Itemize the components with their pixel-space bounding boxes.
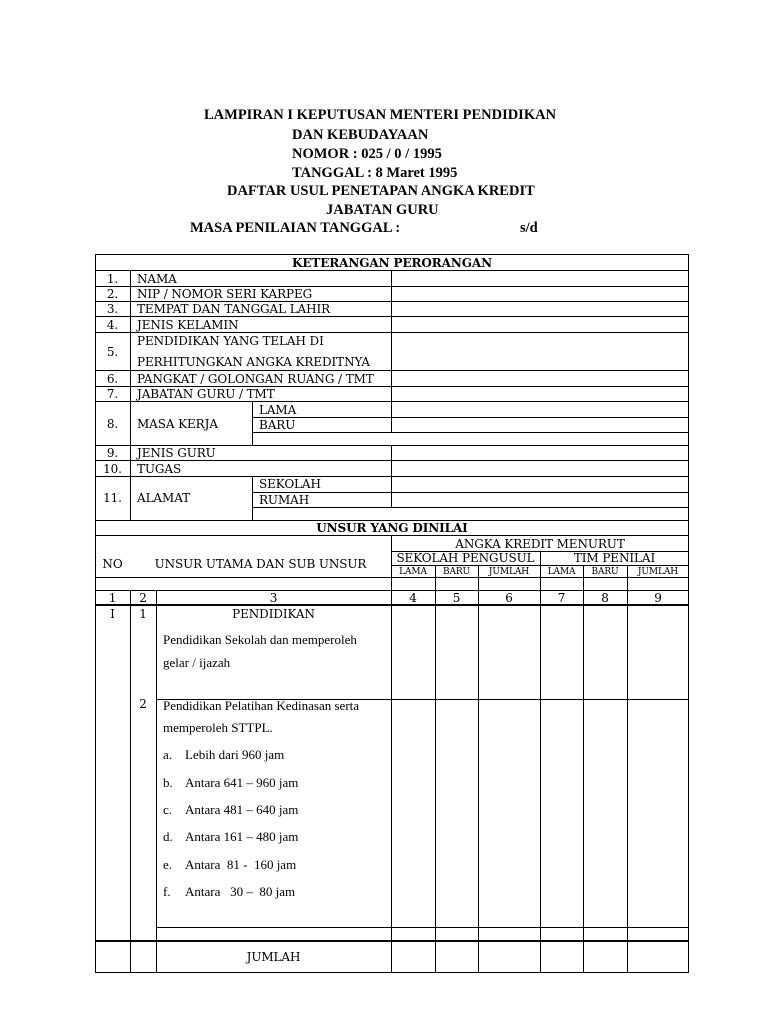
list-item-letter: e. (163, 857, 173, 872)
alamat-rumah: RUMAH (259, 493, 310, 507)
doc-header-line1: LAMPIRAN I KEPUTUSAN MENTERI PENDIDIKAN (204, 107, 557, 123)
doc-header-date: TANGGAL : 8 Maret 1995 (292, 165, 458, 181)
masa-penilaian-label: MASA PENILAIAN TANGGAL : (190, 220, 401, 236)
row-number: 11. (103, 491, 122, 505)
row-label: JENIS GURU (137, 446, 216, 460)
col-number: 7 (557, 591, 566, 605)
col-header-sekolah-pengusul: SEKOLAH PENGUSUL (396, 551, 535, 565)
main-element-title: PENDIDIKAN (232, 607, 315, 621)
row-number: 8. (106, 417, 119, 431)
sub-element-1-text: Pendidikan Sekolah dan memperoleh (163, 632, 357, 647)
row-label: PANGKAT / GOLONGAN RUANG / TMT (137, 372, 374, 386)
row-label: MASA KERJA (137, 417, 218, 431)
row-label: NIP / NOMOR SERI KARPEG (137, 287, 313, 301)
col-header-tim-penilai: TIM PENILAI (573, 551, 656, 565)
col-number: 4 (409, 591, 417, 605)
sub-element-number: 1 (139, 607, 147, 621)
list-item-text: Antara 30 – 80 jam (185, 884, 296, 899)
list-item-letter: d. (163, 829, 173, 844)
row-number: 2. (106, 287, 119, 301)
subcol-baru: BARU (442, 567, 471, 577)
subcol-lama: LAMA (399, 567, 427, 577)
masa-kerja-lama: LAMA (259, 403, 297, 417)
row-label: ALAMAT (137, 491, 191, 505)
sub-element-2-text-cont: memperoleh STTPL. (163, 720, 273, 735)
subcol-jumlah: JUMLAH (637, 567, 679, 577)
row-number: 4. (106, 318, 119, 332)
list-item-text: Antara 81 - 160 jam (185, 857, 297, 872)
doc-header-line2: DAN KEBUDAYAAN (292, 127, 429, 143)
list-item-text: Antara 161 – 480 jam (185, 829, 299, 844)
col-number: 1 (108, 591, 117, 605)
row-label: JABATAN GURU / TMT (137, 387, 275, 401)
col-number: 9 (654, 591, 662, 605)
sub-element-2-text: Pendidikan Pelatihan Kedinasan serta (163, 698, 360, 713)
row-number: 10. (103, 462, 122, 476)
subcol-baru: BARU (591, 567, 619, 577)
total-label: JUMLAH (246, 950, 301, 964)
row-number: 7. (106, 387, 119, 401)
col-number: 3 (269, 591, 278, 605)
col-header-unsur: UNSUR UTAMA DAN SUB UNSUR (154, 557, 367, 571)
main-element-number: I (110, 607, 115, 621)
masa-penilaian-sd: s/d (520, 220, 538, 236)
col-number: 6 (505, 591, 513, 605)
col-number: 2 (139, 591, 147, 605)
assessed-table-title: UNSUR YANG DINILAI (316, 521, 468, 535)
sub-element-number: 2 (139, 697, 147, 711)
doc-header-number: NOMOR : 025 / 0 / 1995 (292, 146, 442, 162)
col-header-no: NO (102, 557, 123, 571)
subcol-lama: LAMA (547, 567, 576, 577)
row-number: 3. (106, 302, 119, 316)
sub-element-1-text-cont: gelar / ijazah (163, 655, 231, 670)
row-label: JENIS KELAMIN (137, 318, 239, 332)
row-number: 6. (106, 372, 119, 386)
row-label: PENDIDIKAN YANG TELAH DI (137, 334, 324, 348)
list-item-text: Lebih dari 960 jam (185, 747, 285, 762)
row-label-continued: PERHITUNGKAN ANGKA KREDITNYA (137, 355, 370, 369)
row-label: TEMPAT DAN TANGGAL LAHIR (137, 302, 331, 316)
row-number: 1. (106, 272, 119, 286)
row-label: TUGAS (137, 462, 182, 476)
masa-kerja-baru: BARU (259, 418, 296, 432)
doc-title: DAFTAR USUL PENETAPAN ANGKA KREDIT (227, 183, 535, 199)
list-item-letter: b. (163, 775, 173, 790)
col-header-angka-kredit: ANGKA KREDIT MENURUT (455, 537, 625, 551)
alamat-sekolah: SEKOLAH (259, 477, 321, 491)
row-label: NAMA (137, 272, 177, 286)
col-number: 8 (601, 591, 609, 605)
list-item-letter: f. (163, 884, 171, 899)
doc-subtitle: JABATAN GURU (326, 202, 439, 218)
list-item-text: Antara 641 – 960 jam (185, 775, 299, 790)
row-number: 5. (106, 345, 119, 359)
personal-table-title: KETERANGAN PERORANGAN (292, 256, 492, 270)
col-number: 5 (452, 591, 461, 605)
row-number: 9. (106, 446, 119, 460)
list-item-letter: a. (163, 747, 173, 762)
list-item-letter: c. (163, 802, 173, 817)
list-item-text: Antara 481 – 640 jam (185, 802, 299, 817)
subcol-jumlah: JUMLAH (488, 567, 530, 577)
